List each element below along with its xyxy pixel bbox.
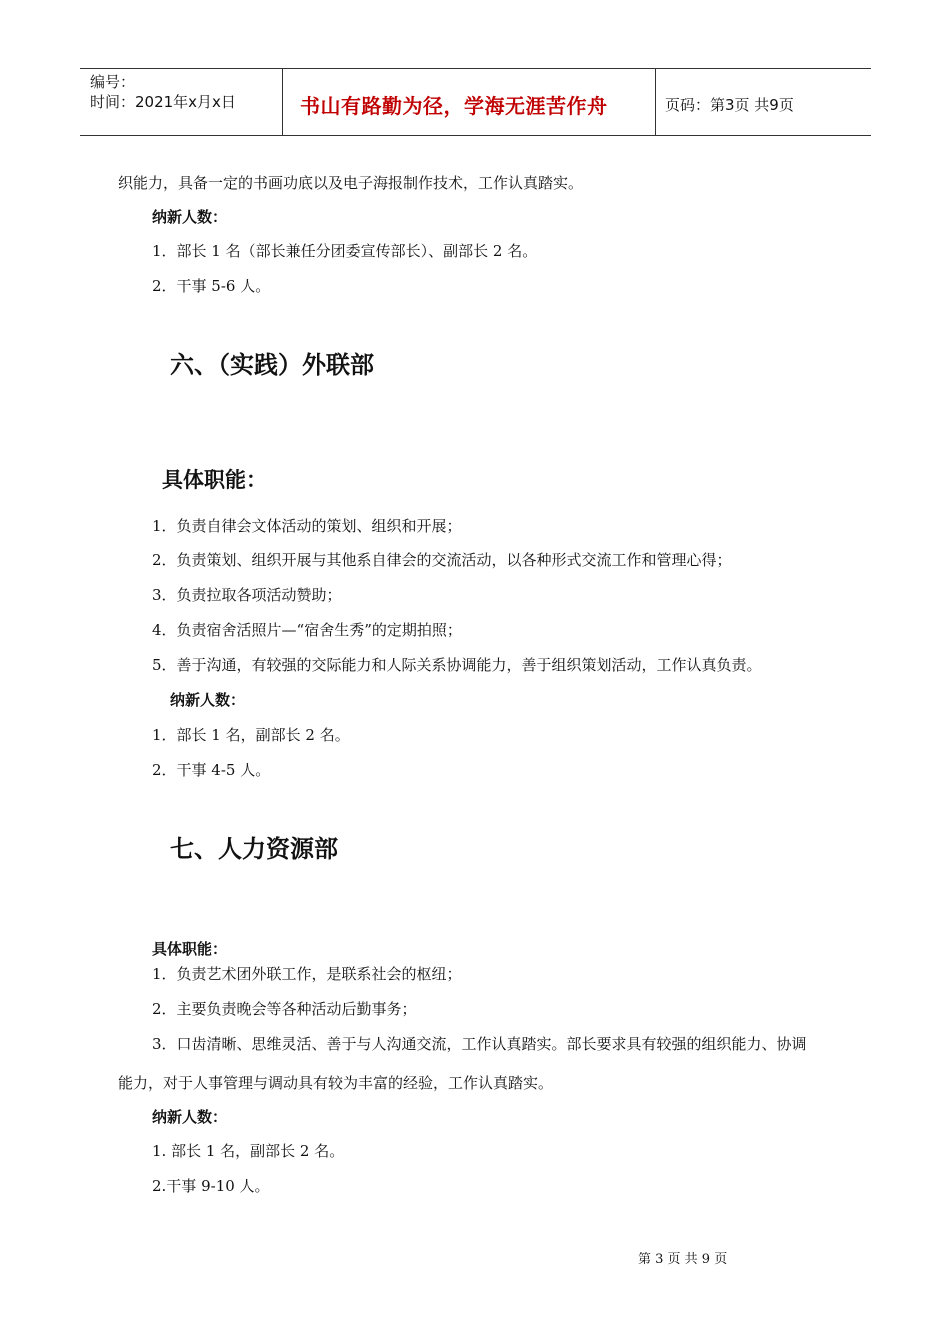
section7-recruit-heading: 纳新人数： [152, 1108, 228, 1126]
header-divider-right [655, 69, 656, 136]
section5-continuation: 织能力，具备一定的书画功底以及电子海报制作技术，工作认真踏实。 [118, 174, 584, 192]
section6-title: 六、（实践）外联部 [170, 351, 374, 379]
section6-duty-item: 2．负责策划、组织开展与其他系自律会的交流活动，以各种形式交流工作和管理心得； [152, 551, 732, 569]
section6-recruit-item: 2．干事 4-5 人。 [152, 761, 271, 779]
section5-recruit-item: 2．干事 5-6 人。 [152, 277, 271, 295]
section6-duties-heading: 具体职能： [162, 468, 267, 492]
footer-page-number: 第 3 页 共 9 页 [638, 1252, 728, 1267]
section7-title: 七、人力资源部 [170, 835, 338, 863]
section6-duty-item: 1．负责自律会文体活动的策划、组织和开展； [152, 517, 462, 535]
section5-recruit-heading: 纳新人数： [152, 208, 228, 226]
header-time-label: 时间：2021年x月x日 [90, 93, 236, 111]
section6-duty-item: 5．善于沟通，有较强的交际能力和人际关系协调能力，善于组织策划活动，工作认真负责。 [152, 656, 762, 674]
header-top-rule [80, 68, 871, 69]
section7-duty-item: 3．口齿清晰、思维灵活、善于与人沟通交流，工作认真踏实。部长要求具有较强的组织能力、协调 [152, 1035, 807, 1053]
header-number-label: 编号： [90, 73, 136, 91]
header-divider-left [282, 69, 283, 136]
section7-duty-item: 1．负责艺术团外联工作，是联系社会的枢纽； [152, 965, 462, 983]
header-page-label: 页码：第3页 共9页 [665, 96, 794, 114]
section5-recruit-item: 1．部长 1 名（部长兼任分团委宣传部长）、副部长 2 名。 [152, 242, 538, 260]
header-motto: 书山有路勤为径，学海无涯苦作舟 [300, 94, 608, 118]
section7-recruit-item: 1. 部长 1 名，副部长 2 名。 [152, 1142, 345, 1160]
section7-duty-item: 2．主要负责晚会等各种活动后勤事务； [152, 1000, 417, 1018]
header-bottom-rule [80, 135, 871, 136]
section6-duty-item: 3．负责拉取各项活动赞助； [152, 586, 342, 604]
section6-recruit-heading: 纳新人数： [170, 691, 246, 709]
section7-duties-heading: 具体职能： [152, 940, 228, 958]
section6-duty-item: 4．负责宿舍活照片—“宿舍生秀”的定期拍照； [152, 621, 462, 639]
section7-duty-item-continuation: 能力，对于人事管理与调动具有较为丰富的经验，工作认真踏实。 [118, 1074, 554, 1092]
section7-recruit-item: 2.干事 9-10 人。 [152, 1177, 270, 1195]
section6-recruit-item: 1．部长 1 名，副部长 2 名。 [152, 726, 350, 744]
